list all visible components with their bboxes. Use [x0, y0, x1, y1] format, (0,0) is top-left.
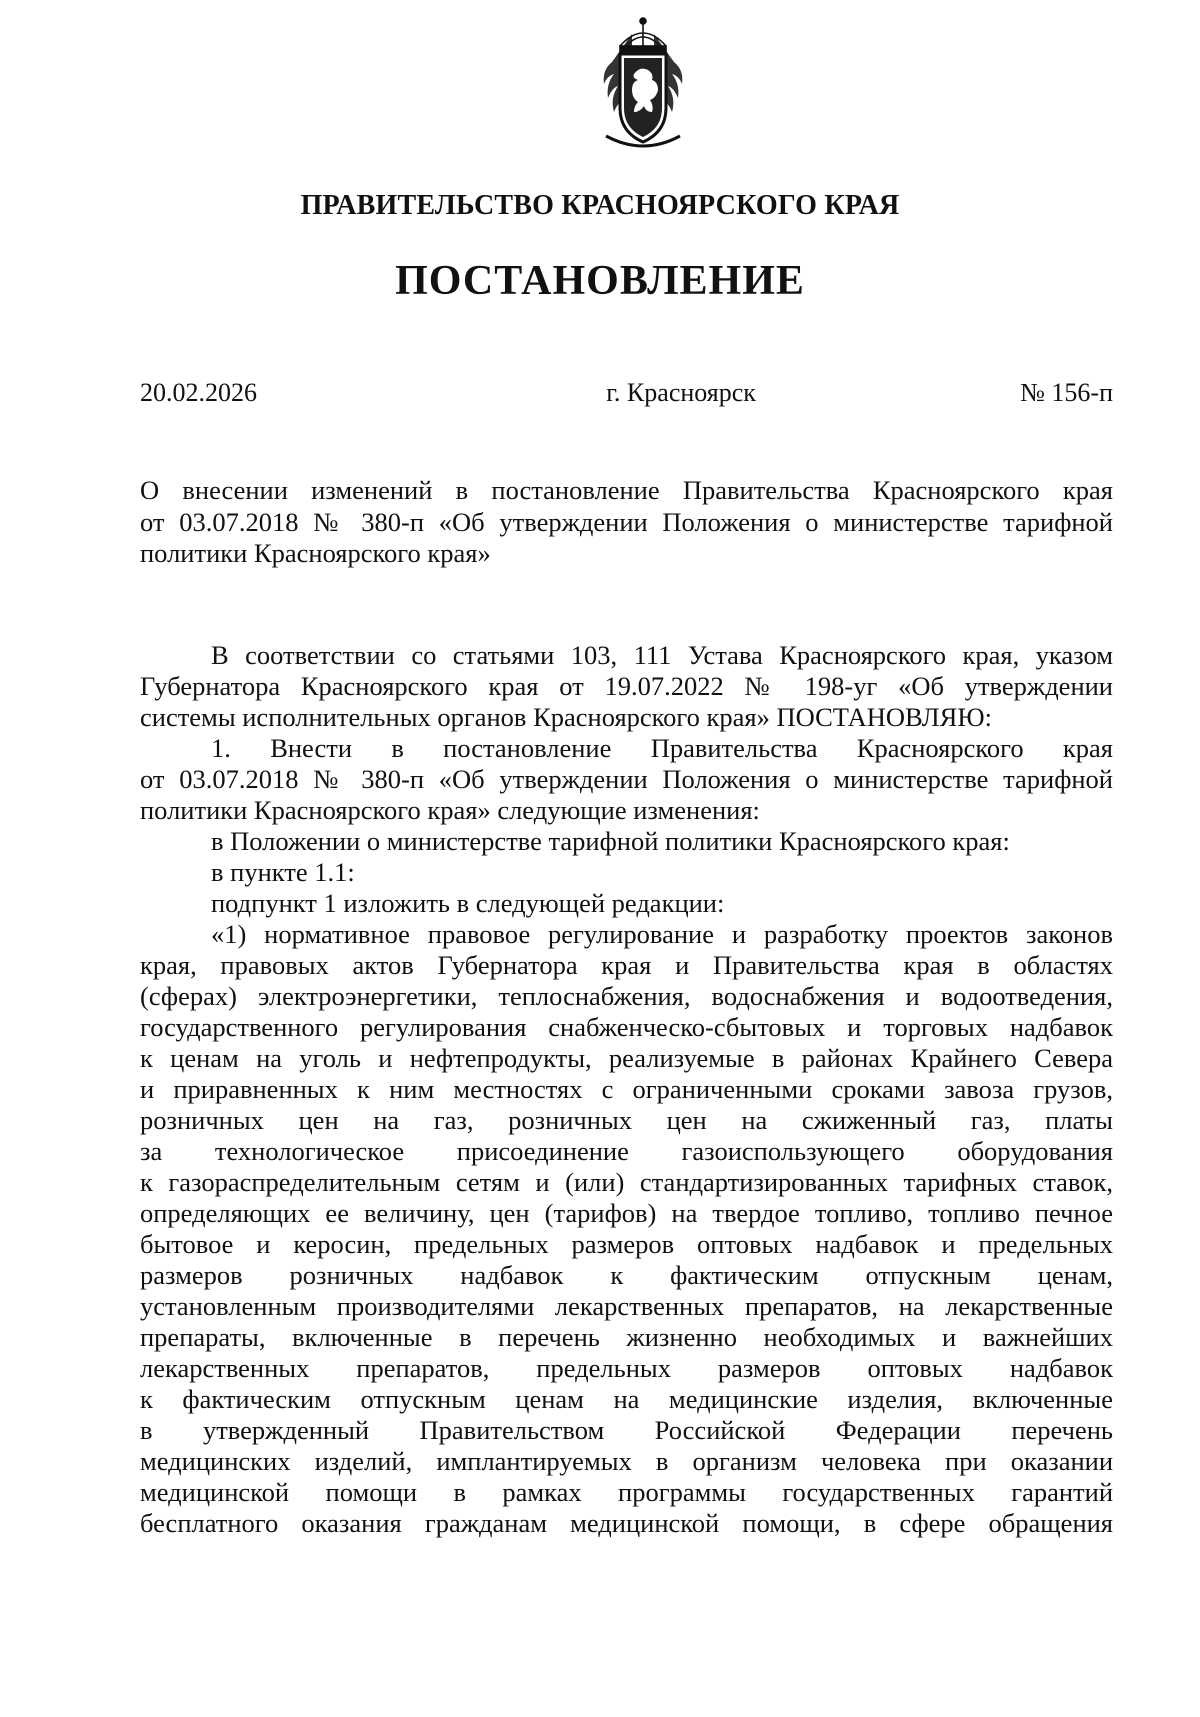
body-line: размеров розничных надбавок к фактическим отпускным ценам,: [140, 1260, 1113, 1290]
coat-of-arms-emblem: [582, 16, 704, 153]
body-line: к ценам на уголь и нефтепродукты, реализуемые в районах Крайнего Севера: [140, 1043, 1113, 1073]
government-title: ПРАВИТЕЛЬСТВО КРАСНОЯРСКОГО КРАЯ: [300, 190, 900, 221]
document-meta-row: [140, 378, 1113, 408]
subject-line: О внесении изменений в постановление Правительства Красноярского края: [140, 475, 1113, 505]
body-line: за технологическое присоединение газоиспользующего оборудования: [140, 1136, 1113, 1166]
body-line: в Положении о министерстве тарифной политики Красноярского края:: [211, 826, 1010, 856]
body-line: установленным производителями лекарственных препаратов, на лекарственные: [140, 1291, 1113, 1321]
body-line: к фактическим отпускным ценам на медицинские изделия, включенные: [140, 1384, 1113, 1414]
body-line: «1) нормативное правовое регулирование и разработку проектов законов: [211, 919, 1113, 949]
body-line: политики Красноярского края» следующие изменения:: [140, 795, 760, 825]
body-line: В соответствии со статьями 103, 111 Устава Красноярского края, указом: [211, 640, 1113, 670]
body-line: подпункт 1 изложить в следующей редакции:: [211, 888, 725, 918]
body-line: лекарственных препаратов, предельных размеров оптовых надбавок: [140, 1353, 1113, 1383]
body-line: бесплатного оказания гражданам медицинской помощи, в сфере обращения: [140, 1508, 1113, 1538]
body-line: медицинской помощи в рамках программы государственных гарантий: [140, 1477, 1113, 1507]
body-line: системы исполнительных органов Красноярского края» ПОСТАНОВЛЯЮ:: [140, 702, 992, 732]
body-line: от 03.07.2018 № 380-п «Об утверждении Положения о министерстве тарифной: [140, 764, 1113, 794]
body-line: определяющих ее величину, цен (тарифов) на твердое топливо, топливо печное: [140, 1198, 1113, 1228]
document-date: 20.02.2026: [140, 378, 257, 407]
body-line: бытовое и керосин, предельных размеров оптовых надбавок и предельных: [140, 1229, 1113, 1259]
document-subject: [140, 475, 1113, 570]
body-line: 1. Внести в постановление Правительства Красноярского края: [211, 733, 1113, 763]
document-body: [140, 640, 1113, 1539]
body-line: в пункте 1.1:: [211, 857, 355, 887]
body-line: в утвержденный Правительством Российской Федерации перечень: [140, 1415, 1113, 1445]
body-line: Губернатора Красноярского края от 19.07.2022 № 198-уг «Об утверждении: [140, 671, 1113, 701]
body-line: (сферах) электроэнергетики, теплоснабжения, водоснабжения и водоотведения,: [140, 981, 1113, 1011]
document-city: г. Красноярск: [606, 378, 756, 407]
body-line: к газораспределительным сетям и (или) стандартизированных тарифных ставок,: [140, 1167, 1113, 1197]
body-line: края, правовых актов Губернатора края и Правительства края в областях: [140, 950, 1113, 980]
body-line: и приравненных к ним местностях с ограниченными сроками завоза грузов,: [140, 1074, 1113, 1104]
body-line: розничных цен на газ, розничных цен на сжиженный газ, платы: [140, 1105, 1113, 1135]
subject-line: политики Красноярского края»: [140, 538, 491, 568]
body-line: медицинских изделий, имплантируемых в организм человека при оказании: [140, 1446, 1113, 1476]
subject-line: от 03.07.2018 № 380-п «Об утверждении Положения о министерстве тарифной: [140, 506, 1113, 537]
body-line: препараты, включенные в перечень жизненно необходимых и важнейших: [140, 1322, 1113, 1352]
document-type-title: ПОСТАНОВЛЕНИЕ: [395, 258, 805, 304]
body-line: государственного регулирования снабженческо-сбытовых и торговых надбавок: [140, 1012, 1113, 1042]
document-number: № 156-п: [1020, 378, 1113, 407]
